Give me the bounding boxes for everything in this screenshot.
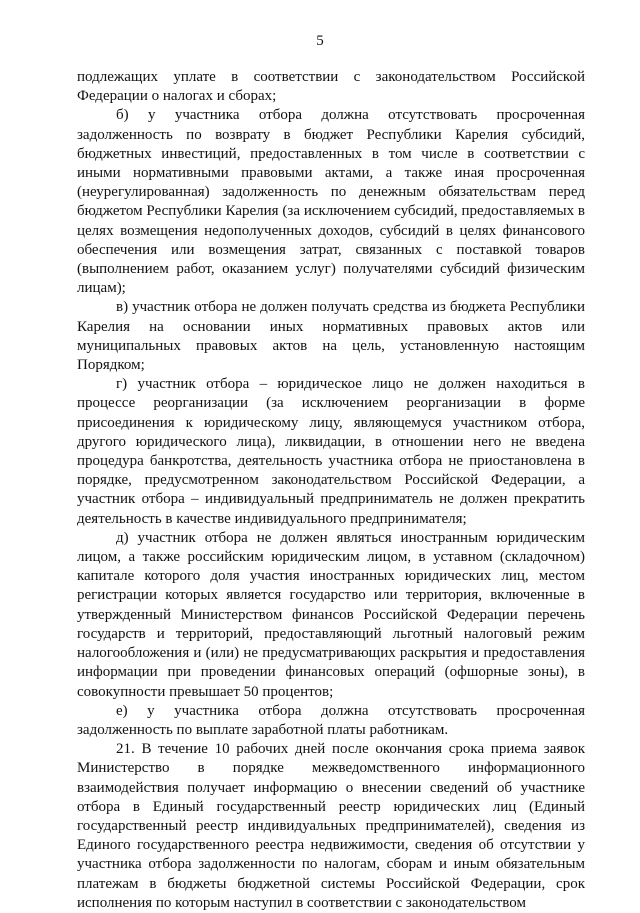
paragraph-item-g: г) участник отбора – юридическое лицо не должен находиться в процессе реорганизации (за исключением реорганизации в форме присоединения к юридическому лицу, являющемуся участником отбора, другого юридического лица), ликвидации, в отношении него не введена процедура банкротства, деятельность участника отбора не приостановлена в порядке, предусмотренном законодательством Российской Федерации, а участник отбора – индивидуальный предприниматель не должен прекратить деятельность в качестве индивидуального предпринимателя; [77,376,585,527]
paragraph-clause-21: 21. В течение 10 рабочих дней после окончания срока приема заявок Министерство в порядке межведомственного информационного взаимодействия получает информацию о внесении сведений об участнике отбора в Единый государственный реестр юридических лиц (Единый государственный реестр индивидуальных предпринимателей), сведения из Единого государственного реестра недвижимости, сведения об отсутствии у участника отбора задолженности по налогам, сборам и иным обязательным платежам в бюджеты бюджетной системы Российской Федерации, срок исполнения по которым наступил в соответствии с законодательством [77,741,585,911]
page-number: 5 [316,33,324,49]
paragraph-item-b: б) у участника отбора должна отсутствовать просроченная задолженность по возврату в бюджет Республики Карелия субсидий, бюджетных инвестиций, предоставленных в том числе в соответствии с иными нормативными правовыми актами, а также иная просроченная (неурегулированная) задолженность по денежным обязательствам перед бюджетом Республики Карелия (за исключением субсидий, предоставляемых в целях возмещения недополученных доходов, субсидий в целях финансового обеспечения или возмещения затрат, связанных с поставкой товаров (выполнением работ, оказанием услуг) получателями субсидий физическим лицам); [77,107,585,297]
paragraph-item-v: в) участник отбора не должен получать средства из бюджета Республики Карелия на основании иных нормативных правовых актов или муниципальных правовых актов на цель, установленную настоящим Порядком; [77,299,585,374]
paragraph-item-e: е) у участника отбора должна отсутствовать просроченная задолженность по выплате заработной платы работникам. [77,702,585,738]
document-body [77,68,585,913]
paragraph-item-d: д) участник отбора не должен являться иностранным юридическим лицом, а также российским юридическим лицом, в уставном (складочном) капитале которого доля участия иностранных юридических лиц, местом регистрации которых является государство или территория, включенные в утвержденный Министерством финансов Российской Федерации перечень государств и территорий, предоставляющий льготный налоговый режим налогообложения и (или) не предусматривающих раскрытия и предоставления информации при проведении финансовых операций (офшорные зоны), в совокупности превышает 50 процентов; [77,529,585,700]
paragraph-continuation: подлежащих уплате в соответствии с законодательством Российской Федерации о налогах и сборах; [77,69,585,105]
